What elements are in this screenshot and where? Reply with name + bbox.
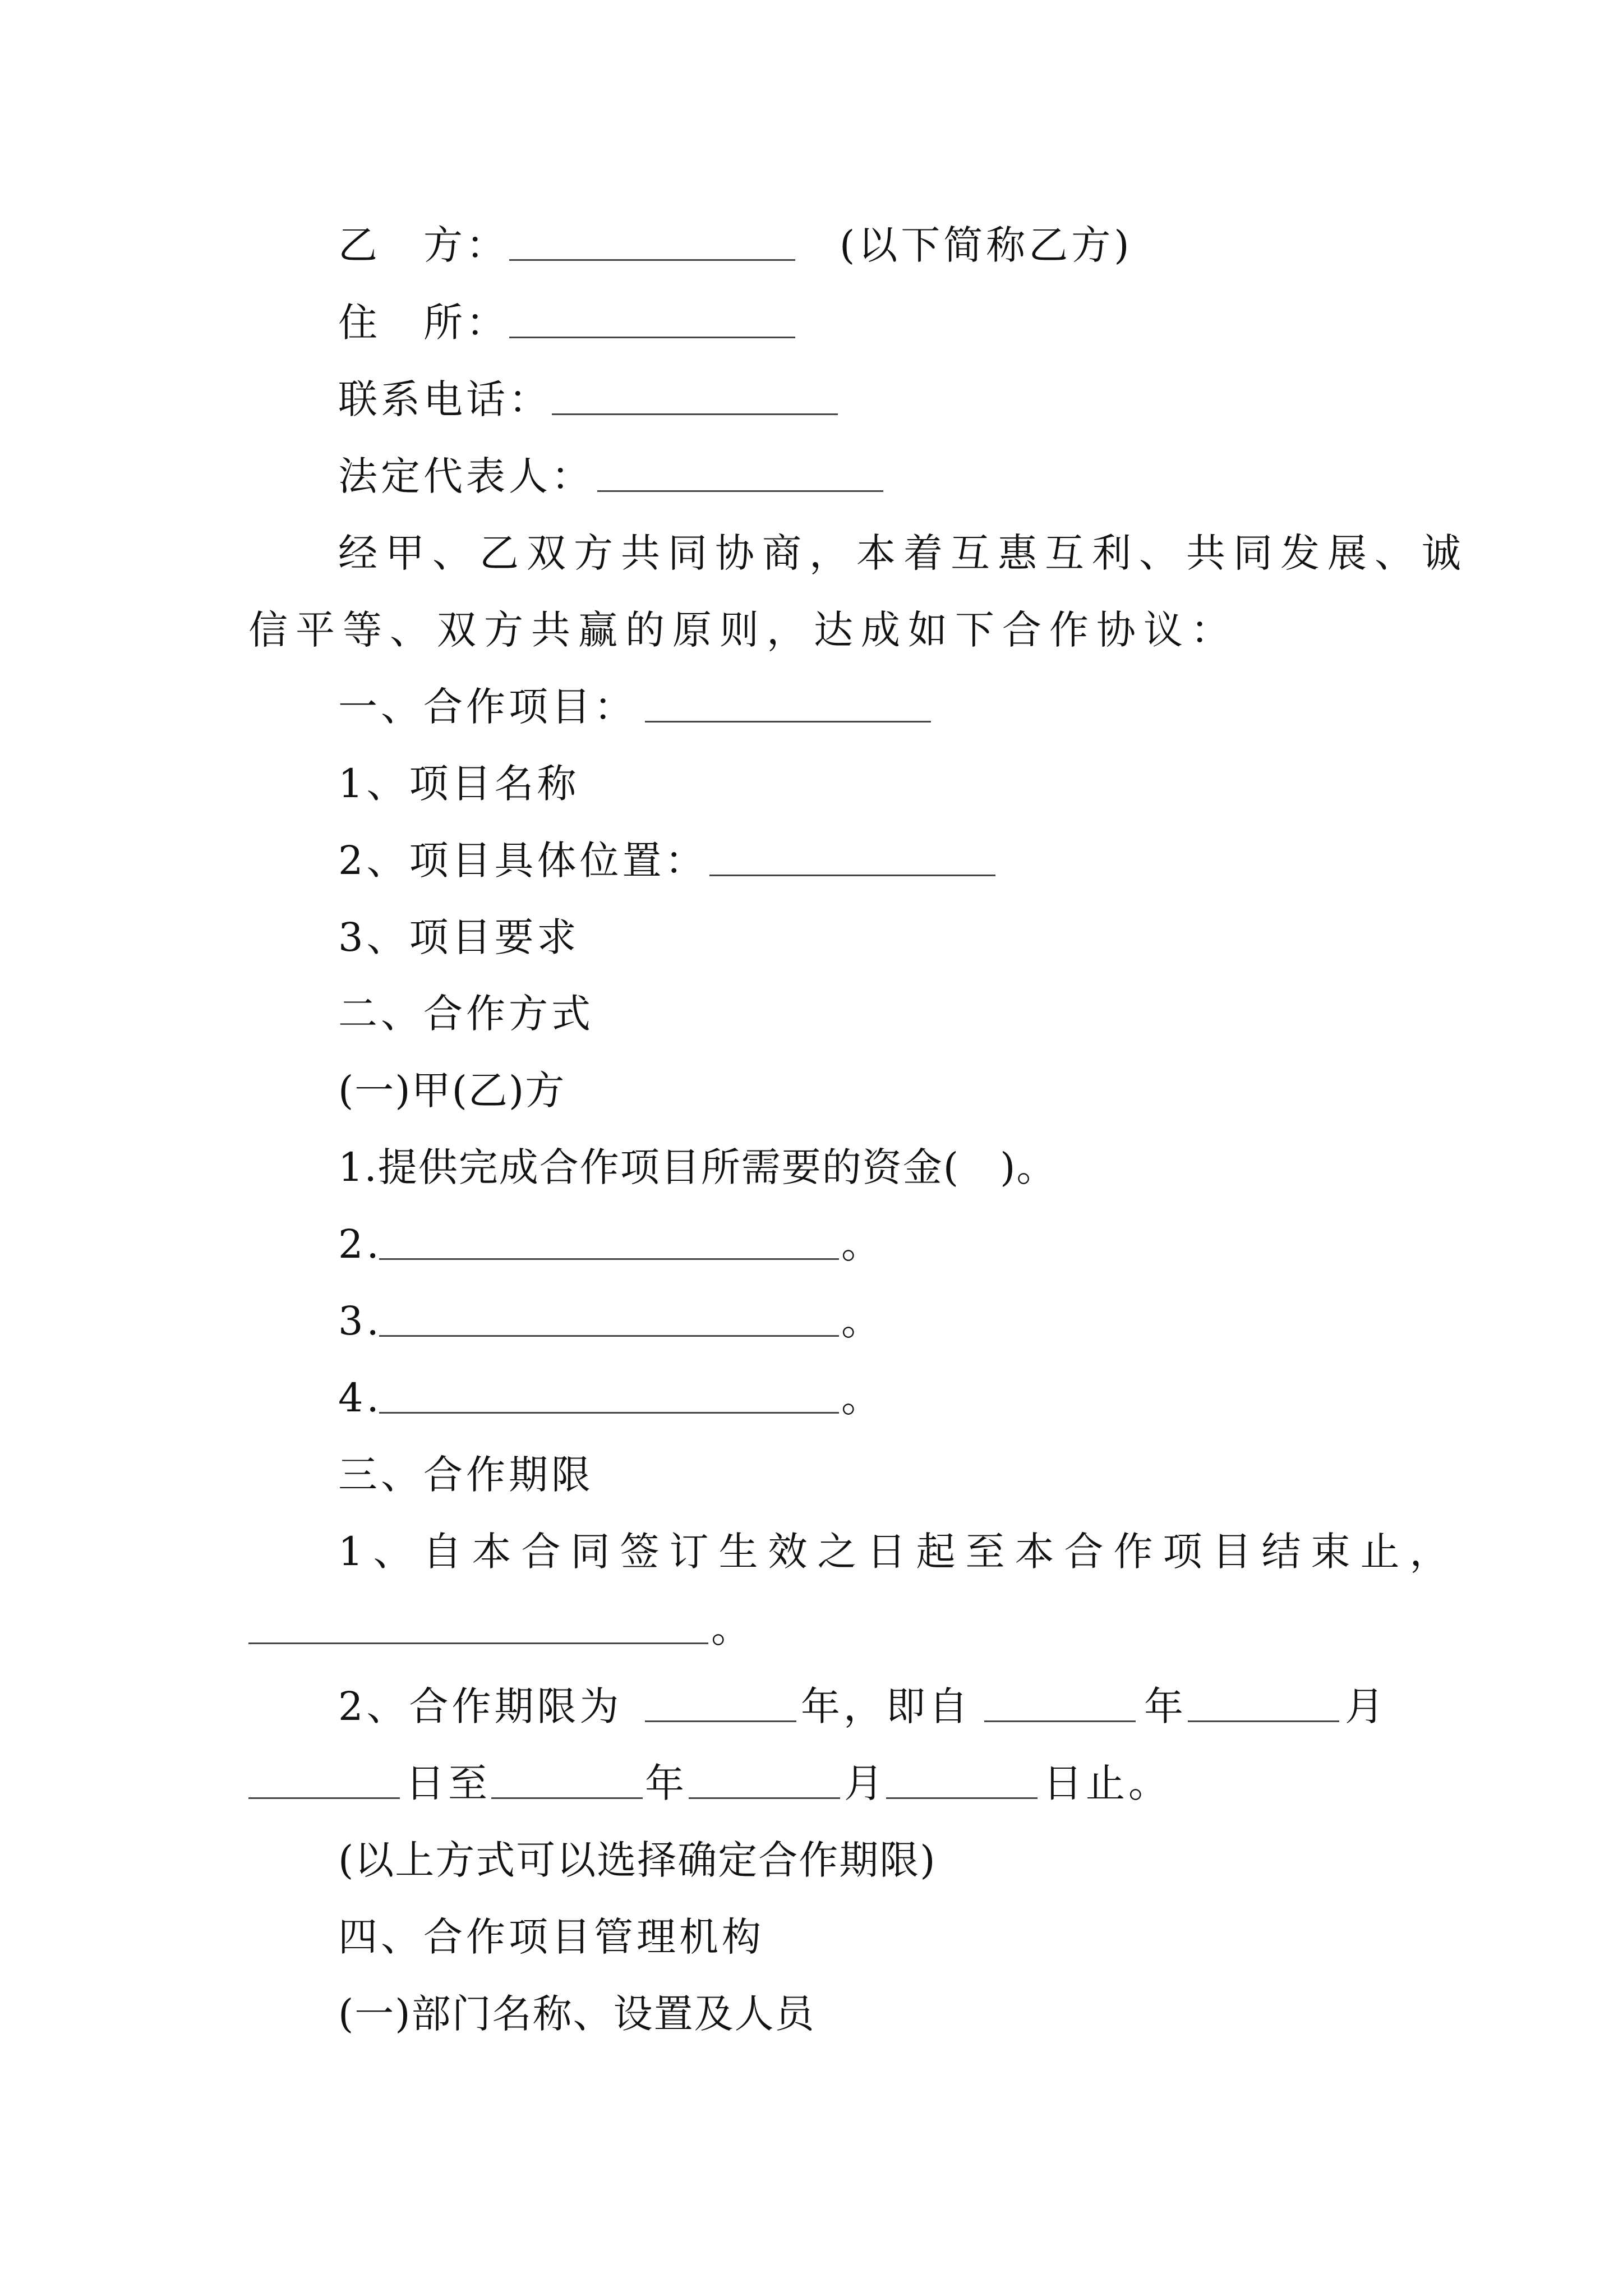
section2-item4-end: 。 [841, 1375, 884, 1421]
section3-item2-d: 月 [1345, 1683, 1387, 1729]
section3-end-year-blank [491, 1797, 643, 1799]
section3-start-month-blank [1188, 1720, 1339, 1722]
section3-years-blank [645, 1720, 796, 1722]
section1-item1-line [0, 753, 1623, 815]
section3-item2-a: 2、合作期限为 [338, 1683, 623, 1729]
section2-title-line [0, 983, 1623, 1045]
section3-item2-c: 年 [1144, 1683, 1187, 1729]
section2-item2-num: 2. [338, 1221, 382, 1267]
section2-item1: 1.提供完成合作项目所需要的资金( )。 [338, 1144, 1057, 1190]
section3-item2-e: 日至 [405, 1760, 491, 1806]
section4-sub-line [0, 1983, 1623, 2045]
legal-rep-blank [597, 490, 883, 492]
address-line [0, 292, 1623, 353]
section3-item1-cont-line [0, 1598, 1623, 1659]
section2-item4-num: 4. [338, 1375, 382, 1421]
section3-end-month-blank [689, 1797, 840, 1799]
section1-title-line [0, 676, 1623, 738]
section4-title-line [0, 1906, 1623, 1968]
legal-rep-line [0, 445, 1623, 507]
section1-item3: 3、项目要求 [338, 914, 580, 960]
section3-start-year-blank [984, 1720, 1136, 1722]
section1-item2-line [0, 830, 1623, 891]
section1-item3-line [0, 907, 1623, 968]
section2-item4-blank [379, 1412, 839, 1414]
section2-item3-line [0, 1290, 1623, 1352]
section1-item2-blank [709, 875, 995, 876]
section3-item2-line [0, 1676, 1623, 1737]
section3-end-day-blank [886, 1797, 1038, 1799]
section4-title: 四、合作项目管理机构 [338, 1914, 764, 1960]
section2-item2-end: 。 [841, 1221, 884, 1267]
section3-start-day-blank [248, 1797, 400, 1799]
section2-item3-end: 。 [841, 1298, 884, 1344]
section3-title-line [0, 1444, 1623, 1506]
party-b-line [0, 214, 1623, 276]
party-b-label: 乙 方： [338, 222, 509, 268]
section1-item1: 1、项目名称 [338, 761, 580, 807]
section3-item2-b: 年，即自 [801, 1683, 971, 1729]
section3-item1-end: 。 [711, 1605, 754, 1651]
section3-item2-g: 月 [844, 1760, 887, 1806]
phone-line [0, 369, 1623, 430]
intro-text-2: 信平等、双方共赢的原则，达成如下合作协议： [248, 607, 1238, 653]
section3-title: 三、合作期限 [338, 1452, 594, 1498]
section1-item2: 2、项目具体位置： [338, 838, 708, 884]
section2-item2-line [0, 1213, 1623, 1275]
section3-note: (以上方式可以选择确定合作期限) [338, 1837, 937, 1883]
section2-sub-line [0, 1060, 1623, 1121]
section2-item3-blank [379, 1335, 839, 1337]
phone-blank [552, 413, 838, 415]
section2-item2-blank [379, 1258, 839, 1260]
section1-blank [645, 721, 931, 723]
section3-item2-f: 年 [645, 1760, 688, 1806]
legal-rep-label: 法定代表人： [338, 453, 594, 499]
intro-line-2 [0, 599, 1623, 661]
phone-label: 联系电话： [338, 376, 551, 422]
party-b-suffix: (以下简称乙方) [840, 222, 1133, 268]
party-b-blank [509, 259, 795, 261]
section2-item4-line [0, 1367, 1623, 1429]
address-blank [509, 337, 795, 338]
section2-title: 二、合作方式 [338, 991, 594, 1037]
section3-note-line [0, 1829, 1623, 1891]
section3-item1-text: 1、自本合同签订生效之日起至本合作项目结束止， [338, 1529, 1459, 1575]
intro-text-1: 经甲、乙双方共同协商，本着互惠互利、共同发展、诚 [338, 530, 1469, 576]
section3-item1-line [0, 1521, 1623, 1582]
section2-item3-num: 3. [338, 1298, 382, 1344]
section2-sub: (一)甲(乙)方 [338, 1068, 566, 1114]
address-label: 住 所： [338, 300, 509, 346]
section3-item2-cont-line [0, 1752, 1623, 1814]
section1-title: 一、合作项目： [338, 684, 637, 730]
section3-item2-h: 日止。 [1043, 1760, 1171, 1806]
section2-item1-line [0, 1137, 1623, 1198]
intro-line-1 [0, 522, 1623, 584]
section4-sub: (一)部门名称、设置及人员 [338, 1991, 815, 2037]
section3-item1-blank [248, 1642, 708, 1644]
